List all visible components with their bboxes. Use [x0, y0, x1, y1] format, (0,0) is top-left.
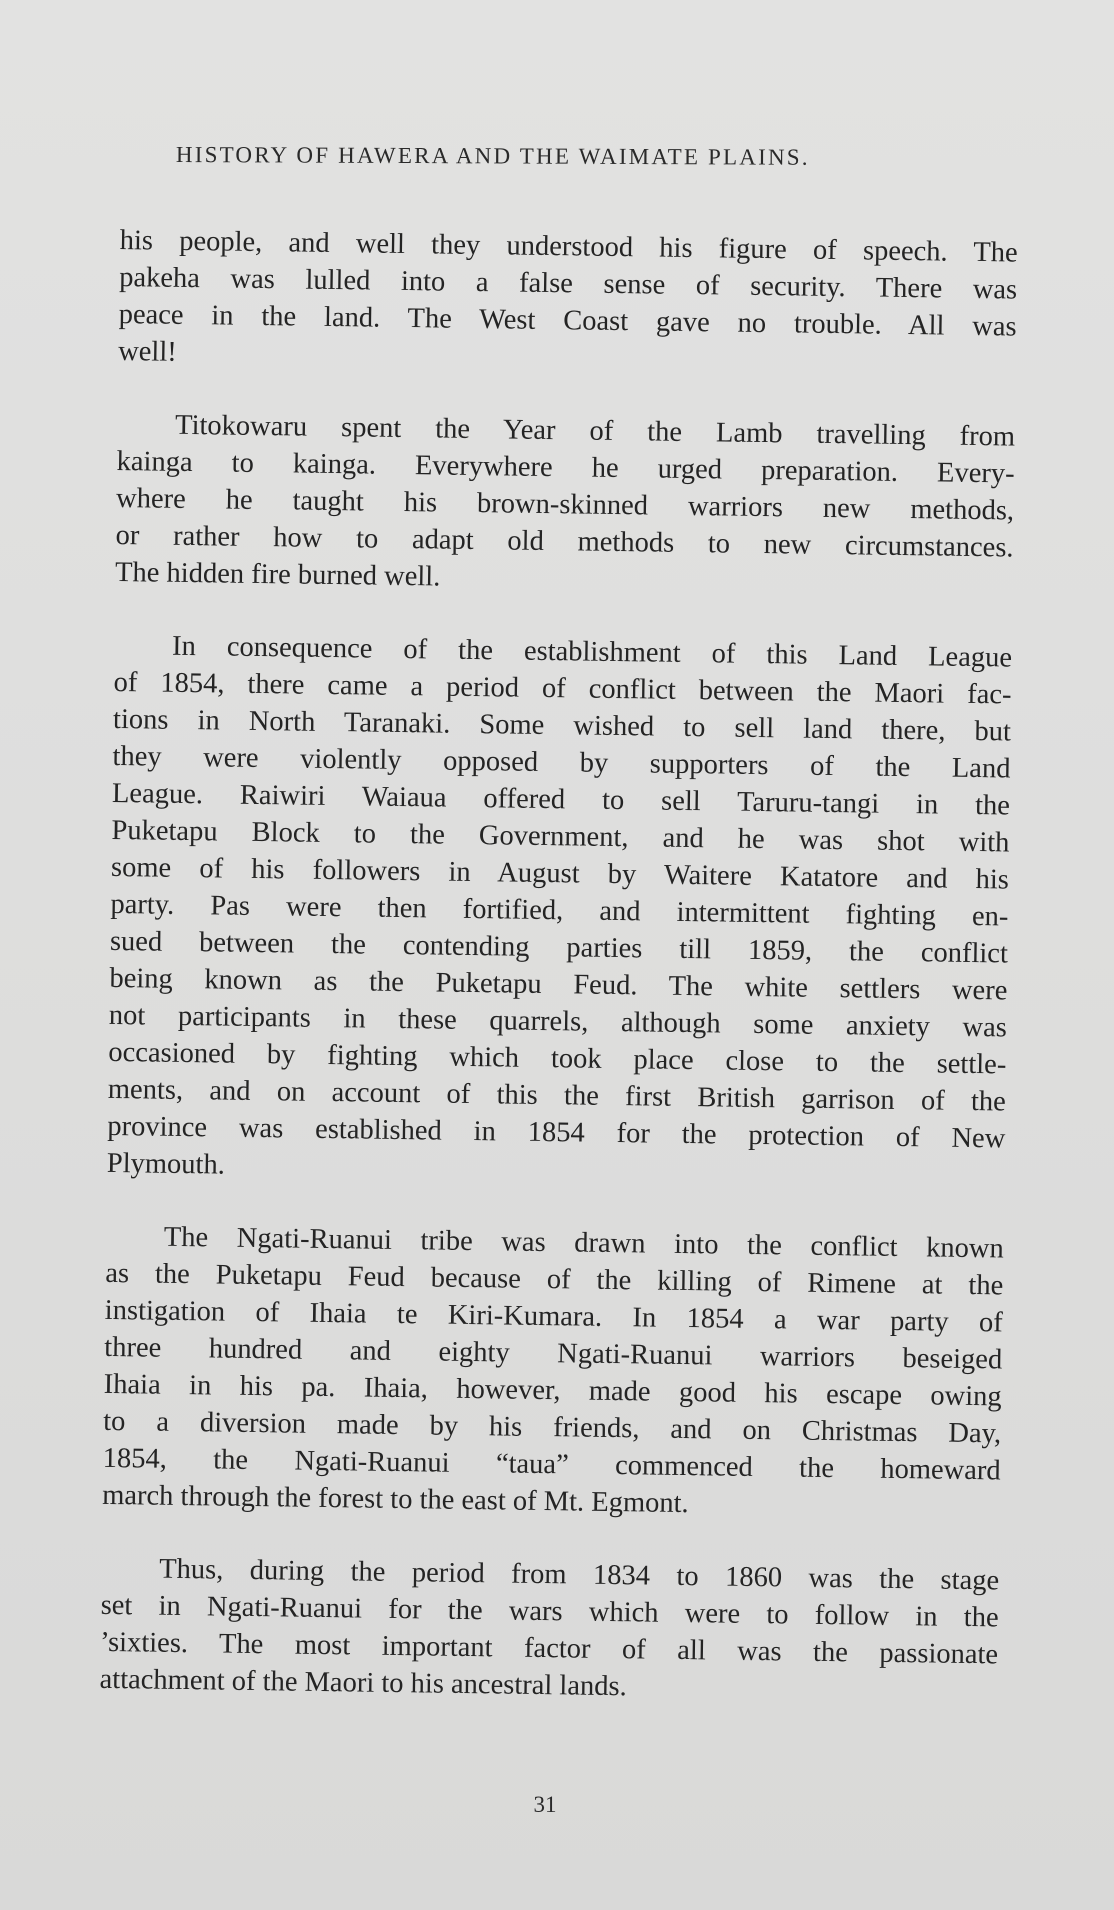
paragraph-1: [118, 222, 1018, 383]
text-line: pakeha was lulled into a false sense of security. There was: [119, 261, 1018, 306]
text-line: The hidden fire burned well.: [114, 556, 441, 593]
text-line: Titokowaru spent the Year of the Lamb travelling from: [174, 409, 1016, 453]
text-line: kainga to kainga. Everywhere he urged preparation. Every-: [116, 445, 1015, 490]
text-line: Plymouth.: [106, 1147, 226, 1181]
text-line: where he taught his brown-skinned warriors new methods,: [115, 482, 1015, 527]
text-line: province was established in 1854 for the protection of New: [107, 1110, 1006, 1155]
text-line: march through the forest to the east of Mt. Egmont.: [102, 1479, 689, 1520]
text-line: well!: [117, 335, 177, 368]
text-line: Puketapu Block to the Government, and he was shot with: [111, 814, 1010, 859]
text-line: they were violently opposed by supporters of the Land: [112, 740, 1011, 785]
text-line: set in Ngati-Ruanui for the wars which were to follow in the: [100, 1589, 999, 1634]
text-line: three hundred and eighty Ngati-Ruanui warriors beseiged: [104, 1331, 1003, 1376]
text-line: some of his followers in August by Waitere Katatore and his: [110, 851, 1010, 896]
running-head: HISTORY OF HAWERA AND THE WAIMATE PLAINS.: [175, 142, 810, 170]
text-line: sued between the contending parties till 1859, the conflict: [109, 925, 1009, 970]
text-line: League. Raiwiri Waiaua offered to sell Taruru-tangi in the: [111, 777, 1011, 822]
text-line: to a diversion made by his friends, and on Christmas Day,: [103, 1405, 1002, 1450]
text-line: instigation of Ihaia te Kiri-Kumara. In 1854 a war party of: [104, 1294, 1003, 1339]
text-line: ’sixties. The most important factor of all was the passionate: [99, 1626, 999, 1671]
paragraph-2: [115, 406, 1015, 604]
text-line: Thus, during the period from 1834 to 1860 was the stage: [158, 1553, 1000, 1597]
text-line: his people, and well they understood his figure of speech. The: [119, 224, 1018, 269]
text-line: occasioned by fighting which took place close to the settle-: [108, 1036, 1007, 1081]
text-line: tions in North Taranaki. Some wished to sell land there, but: [112, 703, 1012, 748]
text-line: 1854, the Ngati-Ruanui “taua” commenced the homeward: [102, 1442, 1001, 1487]
paragraph-4: [102, 1218, 1004, 1527]
text-line: or rather how to adapt old methods to new circumstances.: [115, 519, 1014, 564]
text-line: ments, and on account of this the first British garrison of the: [107, 1073, 1007, 1118]
body-text: [99, 222, 1018, 1746]
text-line: Ihaia in his pa. Ihaia, however, made good his escape owing: [103, 1368, 1002, 1413]
paragraph-3: [107, 627, 1013, 1194]
text-line: not participants in these quarrels, although some anxiety was: [108, 999, 1008, 1044]
text-line: of 1854, there came a period of conflict between the Maori fac-: [113, 666, 1012, 711]
text-line: In consequence of the establishment of this Land League: [171, 630, 1013, 674]
text-line: being known as the Puketapu Feud. The white settlers were: [109, 962, 1008, 1007]
text-line: peace in the land. The West Coast gave no trouble. All was: [118, 298, 1017, 343]
text-line: The Ngati-Ruanui tribe was drawn into the conflict known: [163, 1221, 1004, 1265]
text-line: as the Puketapu Feud because of the killing of Rimene at the: [105, 1257, 1004, 1302]
paragraph-5: [99, 1550, 999, 1711]
text-line: attachment of the Maori to his ancestral lands.: [99, 1663, 627, 1703]
page-number: 31: [533, 1792, 557, 1817]
text-line: party. Pas were then fortified, and intermittent fighting en-: [110, 888, 1009, 933]
